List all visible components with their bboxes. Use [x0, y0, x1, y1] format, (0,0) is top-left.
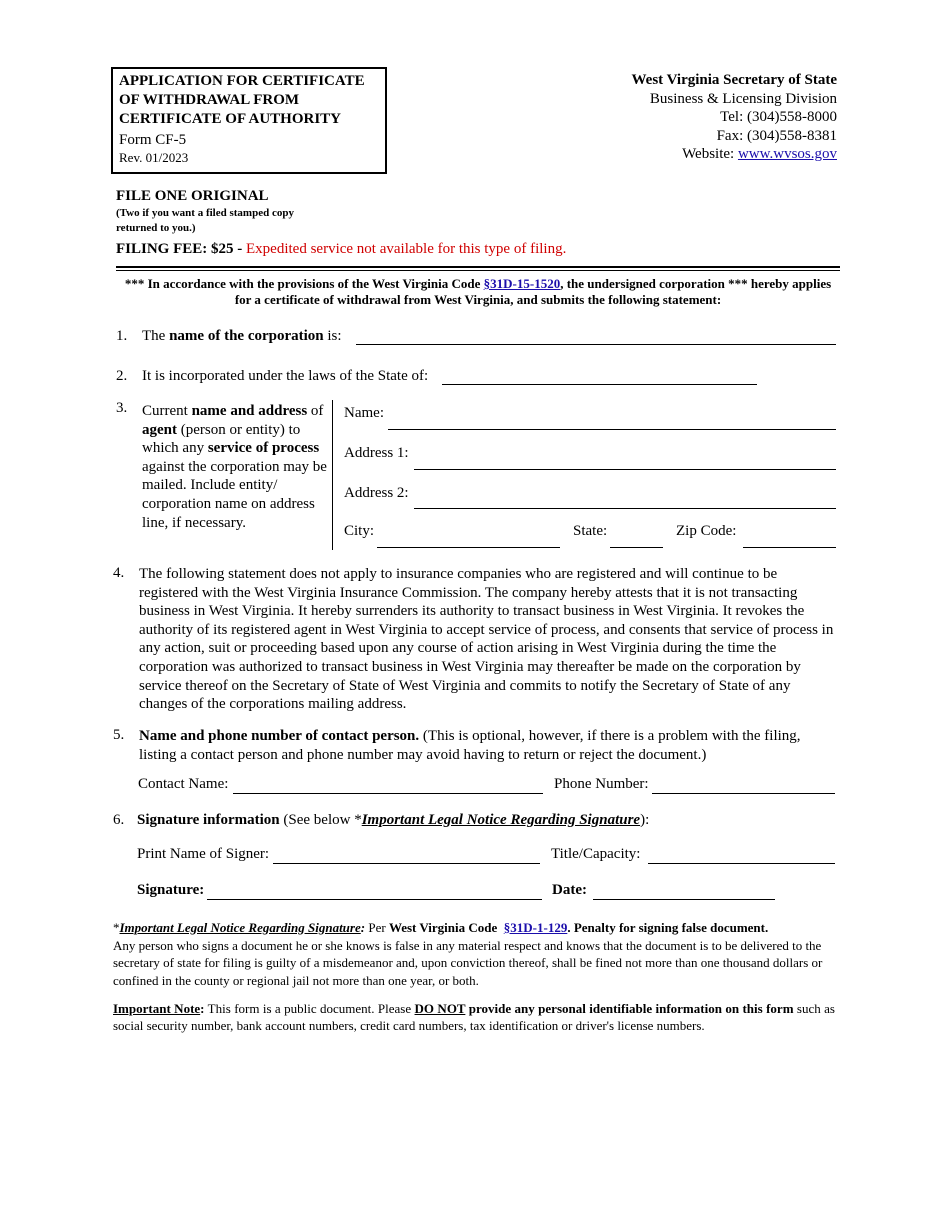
agent-state-field[interactable]: [610, 547, 663, 548]
item-number-1: 1.: [116, 328, 128, 344]
agent-city-label: City:: [344, 523, 375, 539]
important-note-label: Important Note: [113, 1001, 201, 1016]
notice-per: Per: [365, 920, 389, 935]
important-note-text3: such as social security number, bank account numbers, credit card numbers, tax identification or driver's license numbers.: [113, 1001, 835, 1033]
item-number-3: 3.: [116, 400, 128, 416]
item6-mid: (See below *: [279, 812, 362, 828]
item1-pre: The: [142, 328, 170, 344]
i3-f: service of process: [207, 440, 320, 457]
item6-end: ):: [640, 812, 650, 828]
legal-notice: [113, 919, 835, 989]
header-rule-thick: [116, 266, 840, 268]
agency-website: [631, 145, 837, 164]
signature-info-heading: [137, 812, 649, 829]
signature-field[interactable]: [207, 899, 542, 900]
expedited-warning: Expedited service not available for this type of filing.: [246, 241, 567, 257]
print-name-field[interactable]: [273, 863, 540, 864]
file-one-original: FILE ONE ORIGINAL: [116, 188, 269, 204]
corporation-name-label: [142, 328, 342, 345]
phone-number-label: Phone Number:: [554, 776, 649, 792]
form-number: Form CF-5: [119, 132, 187, 148]
agent-name-label: Name:: [344, 405, 384, 421]
notice-colon: :: [360, 920, 366, 935]
code-link-1-129[interactable]: §31D-1-129: [503, 920, 568, 935]
agent-address2-label: Address 2:: [344, 485, 409, 501]
file-copy-note: (Two if you want a filed stamped copy returned to you.): [116, 207, 294, 234]
signature-label: Signature:: [137, 882, 205, 898]
important-note-colon: :: [200, 1001, 205, 1016]
agent-name-field[interactable]: [388, 429, 836, 430]
i3-a: Current: [142, 403, 192, 419]
agent-address2-field[interactable]: [414, 508, 836, 509]
i3-c: of: [307, 403, 324, 419]
item5-rest: (This is optional, however, if there is a problem with the filing, listing a contact person and phone number may avoid having to return or reject the document.): [139, 728, 801, 763]
agent-description: [142, 402, 332, 532]
notice-penalty: . Penalty for signing false document.: [567, 920, 769, 935]
important-note: [113, 1001, 835, 1034]
item-number-6: 6.: [113, 812, 125, 828]
corporation-name-field[interactable]: [356, 344, 836, 345]
i3-d: agent: [142, 421, 177, 438]
title-capacity-label: Title/Capacity:: [551, 846, 641, 862]
agent-state-label: State:: [573, 523, 608, 539]
item1-post: is:: [323, 328, 342, 344]
agency-header: [631, 71, 837, 164]
item-number-5: 5.: [113, 727, 125, 743]
intro-statement: [116, 276, 840, 308]
agency-division: Business & Licensing Division: [649, 90, 837, 107]
notice-star: *: [113, 920, 120, 935]
title-capacity-field[interactable]: [648, 863, 835, 864]
important-note-do-not: DO NOT: [414, 1001, 466, 1016]
agent-address1-field[interactable]: [414, 469, 836, 470]
filing-fee-label: FILING FEE: $25 -: [116, 241, 247, 257]
contact-person-instructions: [139, 727, 836, 764]
incorporation-state-label: It is incorporated under the laws of the State of:: [142, 368, 429, 384]
item-number-4: 4.: [113, 565, 125, 581]
date-label: Date:: [552, 882, 587, 898]
notice-code-label: West Virginia Code: [388, 920, 498, 935]
item6-bold: Signature information: [137, 812, 280, 828]
intro-text-1: *** In accordance with the provisions of the West Virginia Code: [124, 276, 484, 291]
date-field[interactable]: [593, 899, 775, 900]
item6-italic: Important Legal Notice Regarding Signature: [361, 812, 641, 828]
agent-zip-field[interactable]: [743, 547, 836, 548]
item1-bold: name of the corporation: [169, 328, 324, 344]
agent-section-divider: [332, 400, 333, 550]
form-title: APPLICATION FOR CERTIFICATE OF WITHDRAWAL FROM CERTIFICATE OF AUTHORITY: [119, 73, 365, 127]
website-label: Website:: [682, 146, 738, 162]
important-note-text1: This form is a public document. Please: [204, 1001, 415, 1016]
important-note-text2: provide any personal identifiable information on this form: [465, 1001, 794, 1016]
contact-name-label: Contact Name:: [138, 776, 229, 792]
item5-bold: Name and phone number of contact person.: [139, 728, 420, 744]
agent-zip-label: Zip Code:: [676, 523, 737, 539]
i3-g: against the corporation may be mailed. Include entity/ corporation name on address line, if necessary.: [142, 458, 327, 531]
agency-fax: Fax: (304)558-8381: [716, 127, 837, 144]
phone-number-field[interactable]: [652, 793, 835, 794]
notice-heading: Important Legal Notice Regarding Signature: [119, 920, 361, 935]
i3-b: name and address: [191, 403, 308, 419]
notice-body: Any person who signs a document he or she knows is false in any material respect and knows that the document is to be delivered to the secretary of state for filing is guilty of a misdemeanor and, upon conviction thereof, shall be fined not more than one thousand dollars or confined in the county or regional jail not more than one year, or both.: [113, 937, 823, 988]
website-link[interactable]: www.wvsos.gov: [737, 146, 837, 162]
form-revision: Rev. 01/2023: [119, 150, 189, 165]
withdrawal-statement: The following statement does not apply to insurance companies who are registered and will continue to be registered with the West Virginia Insurance Commission. The company hereby attests that it is not transacting business in West Virginia. It hereby surrenders its authority to transact business in West Virginia. It revokes the authority of its registered agent in West Virginia to accept service of process, and consents that service of process in any action, suit or proceeding based upon any course of action arising in West Virginia during the time the corporation was authorized to transact business in West Virginia may thereafter be made on the corporation by service thereof on the Secretary of State of West Virginia and commits to notify the Secretary of State of any changes of the corporations mailing address.: [139, 566, 834, 713]
intro-text-2: , the undersigned corporation *** hereby applies for a certificate of withdrawal from West Virginia, and submits the following statement:: [234, 276, 832, 307]
agent-city-field[interactable]: [377, 547, 560, 548]
contact-name-field[interactable]: [233, 793, 543, 794]
incorporation-state-field[interactable]: [442, 384, 757, 385]
print-name-label: Print Name of Signer:: [137, 846, 270, 862]
i3-e: (person or entity) to which any: [142, 421, 301, 457]
item-number-2: 2.: [116, 368, 128, 384]
agency-tel: Tel: (304)558-8000: [720, 109, 837, 125]
agency-name: West Virginia Secretary of State: [631, 72, 837, 88]
header-rule-thin: [116, 270, 840, 271]
code-link-15-1520[interactable]: §31D-15-1520: [483, 276, 561, 291]
filing-fee: [116, 241, 566, 258]
agent-address1-label: Address 1:: [344, 445, 409, 461]
